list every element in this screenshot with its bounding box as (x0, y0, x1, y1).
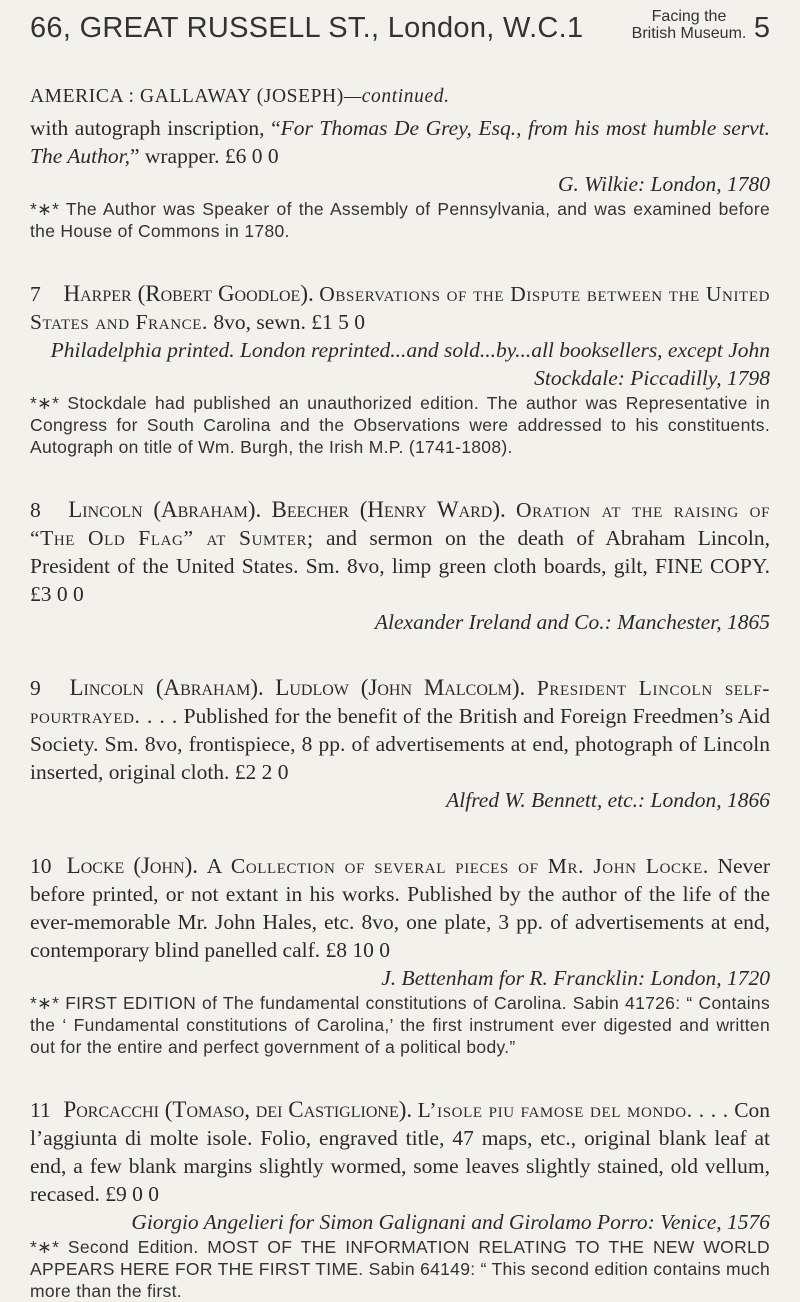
entry-11 (30, 1096, 770, 1302)
entry-body (30, 280, 770, 336)
entry-title: A Collection of several pieces of Mr. John Locke. (206, 854, 709, 878)
entry-body (30, 114, 770, 170)
lot-number: 7 (30, 282, 41, 306)
entry-details: Con l’aggiunta di molte isole. Folio, engraved title, 47 maps, etc., original blank leaf at end, a few blank margins slightly wormed, some leaves slightly stained, old vellum, recased. £9 0 0 (30, 1098, 771, 1206)
entry-8 (30, 496, 770, 636)
entry-note: *∗* FIRST EDITION of The fundamental constitutions of Carolina. Sabin 41726: “ Contains the ‘ Fundamental constitutions of Carolina,’ the first instrument ever digested and written out for the entire and perfect government of a political body.” (30, 993, 770, 1057)
entry-9 (30, 674, 770, 814)
entry-author: Harper (Robert Goodloe). (63, 281, 314, 306)
header-address: 66, GREAT RUSSELL ST., London, W.C.1 (30, 12, 584, 44)
entry-note: *∗* The Author was Speaker of the Assembly of Pennsylvania, and was examined before the House of Commons in 1780. (30, 199, 770, 241)
entry-author: Locke (John). (66, 853, 199, 878)
entry-author: Porcacchi (Tomaso, dei Castiglione). (63, 1097, 413, 1122)
entry-author: Lincoln (Abraham). (69, 675, 264, 700)
entry-note: *∗* Second Edition. MOST OF THE INFORMATION RELATING TO THE NEW WORLD APPEARS HERE FOR THE FIRST TIME. Sabin 64149: “ This second edition contains much more than the first. (30, 1237, 770, 1301)
entry-body (30, 674, 770, 786)
entry-body-italic: For Thomas De Grey, Esq., from his most humble servt. The Author, (30, 116, 770, 168)
entry-body (30, 496, 770, 608)
entry-10 (30, 852, 770, 1058)
entry-7 (30, 280, 770, 458)
entry-body-start: with autograph inscription, “ (30, 116, 281, 140)
entry-author-secondary: Beecher (Henry Ward). (271, 497, 506, 522)
entry-imprint: G. Wilkie: London, 1780 (558, 172, 770, 196)
entry-imprint: Alexander Ireland and Co.: Manchester, 1865 (374, 610, 770, 634)
entry-details: Never before printed, or not extant in his works. Published by the author of the life of the ever-memorable Mr. John Hales, etc. 8vo, one plate, 3 pp. of advertisements at end, contemporary blind panelled calf. £8 10 0 (30, 854, 771, 962)
page-number: 5 (753, 12, 770, 44)
entry-title: Observations of the Dispute between the United States and France. (30, 282, 771, 334)
entry-imprint: Philadelphia printed. London reprinted...and sold...by...all booksellers, except John Stockdale: Piccadilly, 1798 (50, 338, 770, 390)
entry-author: Lincoln (Abraham). (68, 497, 262, 522)
entry-imprint: J. Bettenham for R. Francklin: London, 1720 (381, 966, 770, 990)
entry-details: 8vo, sewn. £1 5 0 (213, 310, 366, 334)
entry-author-secondary: Ludlow (John Malcolm). (275, 675, 526, 700)
entry-title: President Lincoln self-pourtrayed. . . . (30, 676, 771, 728)
page-header (30, 6, 770, 54)
entry-body-end: ” wrapper. £6 0 0 (129, 144, 279, 168)
lot-number: 11 (30, 1098, 51, 1122)
header-facing-line1: Facing the (651, 8, 727, 25)
entry-title: L’isole piu famose del mondo. . . . (417, 1098, 729, 1122)
header-facing-note (630, 8, 748, 42)
entry-imprint: Alfred W. Bennett, etc.: London, 1866 (446, 788, 770, 812)
continued-prefix: AMERICA : GALLAWAY (JOSEPH) (30, 86, 344, 107)
lot-number: 9 (30, 676, 41, 700)
entry-body (30, 1096, 770, 1208)
entry-continued (30, 114, 770, 242)
lot-number: 8 (30, 498, 41, 522)
lot-number: 10 (30, 854, 52, 878)
entry-note: *∗* Stockdale had published an unauthorized edition. The author was Representative in Congress for South Carolina and the Observations were addressed to his constituents. Autograph on title of Wm. Burgh, the Irish M.P. (1741-1808). (30, 393, 770, 457)
continued-heading (30, 86, 770, 108)
continued-suffix: —continued. (343, 86, 450, 107)
entry-details: and sermon on the death of Abraham Lincoln, President of the United States. Sm. 8vo, limp green cloth boards, gilt, FINE COPY. £3 0 0 (30, 526, 770, 606)
entry-body (30, 852, 770, 964)
header-facing-line2: British Museum. (631, 25, 747, 42)
entry-details: Published for the benefit of the British and Foreign Freedmen’s Aid Society. Sm. 8vo, frontispiece, 8 pp. of advertisements at end, photograph of Lincoln inserted, original cloth. £2 2 0 (30, 704, 771, 784)
entry-imprint: Giorgio Angelieri for Simon Galignani and Girolamo Porro: Venice, 1576 (131, 1210, 770, 1234)
entry-title: Oration at the raising of “The Old Flag” at Sumter; (30, 498, 771, 550)
